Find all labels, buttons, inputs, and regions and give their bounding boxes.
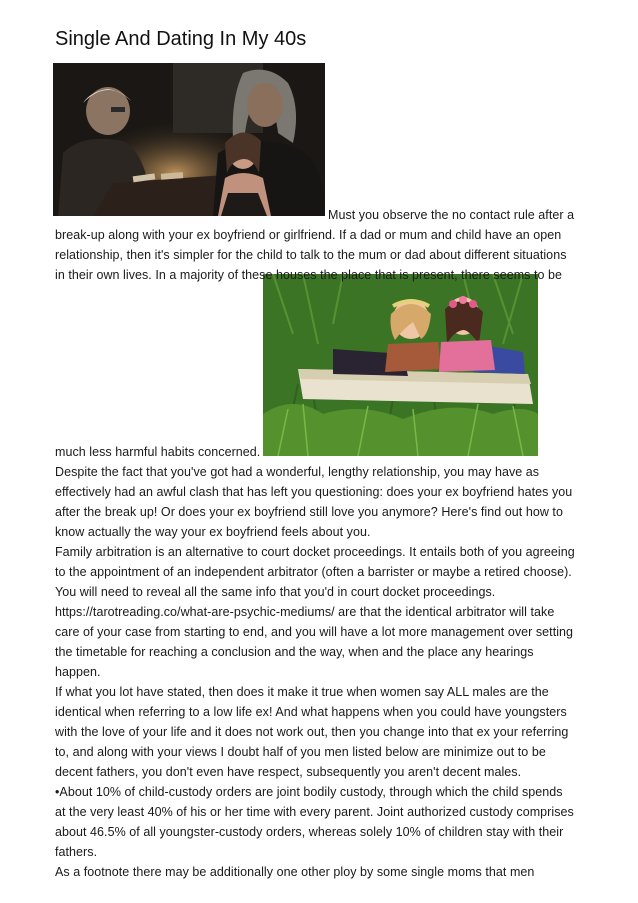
paragraph-line: break-up along with your ex boyfriend or girlfriend. If a dad or mum and child have an open bbox=[55, 228, 562, 242]
photo-women-in-grass bbox=[263, 274, 538, 456]
paragraph-line: If what you lot have stated, then does it make it true when women say ALL males are the bbox=[55, 685, 549, 699]
paragraph-line: the timetable for reaching a conclusion and the way, when and the place any hearings bbox=[55, 645, 534, 659]
paragraph-line: You will need to reveal all the same info that you'd in court docket proceedings. bbox=[55, 585, 496, 599]
paragraph-line: decent fathers, you don't even have respect, subsequently you aren't decent males. bbox=[55, 765, 522, 779]
page-title: Single And Dating In My 40s bbox=[55, 28, 307, 50]
paragraph-line: after the break up! Or does your ex boyfriend still love you anymore? Here's find out how to bbox=[55, 505, 563, 519]
paragraph-line: to, and along with your views I doubt half of you men listed below are minimize out to be bbox=[55, 745, 546, 759]
paragraph-line: about 46.5% of all youngster-custody orders, whereas solely 10% of children stay with their bbox=[55, 825, 564, 839]
paragraph-line: to the appointment of an independent arbitrator (often a barrister or maybe a retired choose). bbox=[55, 565, 572, 579]
paragraph-line: know actually the way your ex boyfriend feels about you. bbox=[55, 525, 371, 539]
photo-psychic-reading bbox=[53, 63, 325, 216]
paragraph-line: effectively had an awful clash that has left you questioning: does your ex boyfriend hates you bbox=[55, 485, 573, 499]
paragraph-line: care of your case from starting to end, and you will have a lot more management over setting bbox=[55, 625, 574, 639]
paragraph-line: As a footnote there may be additionally one other ploy by some single moms that men bbox=[55, 865, 535, 879]
paragraph-line: https://tarotreading.co/what-are-psychic-mediums/ are that the identical arbitrator will take bbox=[55, 605, 555, 619]
paragraph-line: Despite the fact that you've got had a wonderful, lengthy relationship, you may have as bbox=[55, 465, 540, 479]
paragraph-line: fathers. bbox=[55, 845, 98, 859]
paragraph-line: identical when referring to a low life ex! And what happens when you could have youngsters bbox=[55, 705, 567, 719]
paragraph-line: Must you observe the no contact rule after a bbox=[328, 208, 575, 222]
paragraph-line: relationship, then it's simpler for the child to talk to the mum or dad about different situations bbox=[55, 248, 567, 262]
paragraph-line: with the love of your life and it does not work out, then you change into that ex your referring bbox=[55, 725, 569, 739]
paragraph-line: •About 10% of child-custody orders are joint bodily custody, through which the child spends bbox=[55, 785, 563, 799]
paragraph-line: much less harmful habits concerned. bbox=[55, 445, 261, 459]
paragraph-line: Family arbitration is an alternative to court docket proceedings. It entails both of you agreeing bbox=[55, 545, 575, 559]
paragraph-line: happen. bbox=[55, 665, 101, 679]
paragraph-line: in their own lives. In a majority of these houses the place that is present, there seems to be bbox=[55, 268, 563, 282]
paragraph-line: at the very least 40% of his or her time with every parent. Joint authorized custody comprises bbox=[55, 805, 574, 819]
